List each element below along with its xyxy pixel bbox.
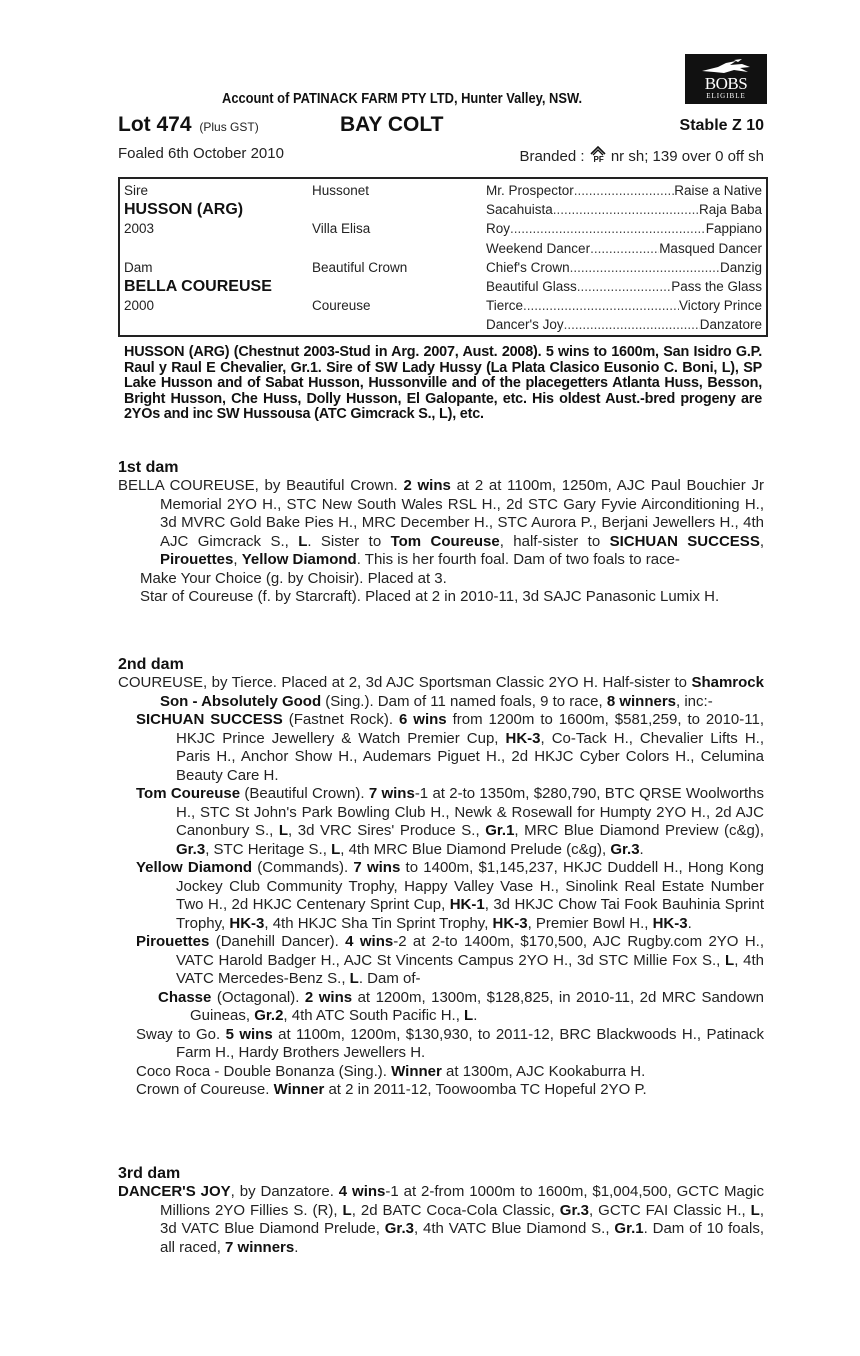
- bold-text: 2 wins: [304, 988, 353, 1006]
- bold-text: SICHUAN SUCCESS: [136, 711, 283, 728]
- text-run: , 3d HKJC Chow Tai Fook Bauhinia Sprint Trophy,: [176, 896, 764, 932]
- bold-text: L: [725, 951, 735, 969]
- bold-text: SICHUAN SUCCESS: [609, 532, 760, 550]
- bold-text: Gr.3: [610, 840, 640, 858]
- bold-text: L: [750, 1201, 760, 1219]
- sire-label: Sire: [124, 183, 149, 198]
- ggp-name: Sacahuista: [486, 202, 553, 218]
- progeny-entry: [118, 1081, 764, 1100]
- bold-text: L: [298, 532, 308, 550]
- bold-text: L: [342, 1201, 352, 1219]
- text-run: .: [473, 1007, 478, 1024]
- text-run: . Sister to: [307, 532, 391, 550]
- ggp-name: Beautiful Glass: [486, 278, 577, 294]
- text-run: . This is her fourth foal. Dam of two foals to race-: [356, 551, 680, 568]
- text-run: -1 at 2-from 1000m to 1600m, $1,004,500, GCTC Magic Millions 2YO Fillies S. (R),: [160, 1183, 765, 1219]
- bold-text: L: [464, 1007, 474, 1024]
- first-dam-section: [118, 459, 764, 607]
- branded-details: nr sh; 139 over 0 off sh: [610, 148, 764, 165]
- sire-sire: Hussonet: [312, 183, 370, 198]
- text-run: , 4th HKJC Sha Tin Sprint Trophy,: [264, 914, 493, 932]
- bold-text: Gr.3: [176, 840, 206, 858]
- great-grandparent-row: [486, 239, 762, 258]
- ggp-sire: Masqued Dancer: [659, 240, 762, 256]
- bold-text: 7 wins: [353, 859, 401, 876]
- progeny-entry: [118, 711, 764, 785]
- text-run: ,: [759, 532, 764, 550]
- pf-brand-icon: [589, 145, 607, 163]
- bold-text: 8 winners: [606, 692, 677, 710]
- great-grandparent-row: [486, 258, 762, 277]
- text-run: (Fastnet Rock).: [282, 711, 399, 728]
- spacer: [312, 239, 482, 258]
- spacer: [312, 315, 482, 334]
- logo-text-eligible: ELIGIBLE: [706, 92, 746, 100]
- lot-number: [118, 113, 259, 137]
- text-run: ,: [233, 551, 242, 568]
- bold-text: Tom Coureuse: [136, 785, 241, 802]
- great-grandparent-row: [486, 181, 762, 200]
- text-run: at 1300m, AJC Kookaburra H.: [441, 1062, 646, 1080]
- progeny-entry: [118, 1063, 764, 1082]
- text-run: (Beautiful Crown).: [240, 785, 369, 802]
- text-run: (Octagonal).: [211, 988, 305, 1006]
- spacer: [124, 239, 314, 258]
- text-run: , 3d VATC Blue Diamond Prelude,: [160, 1201, 764, 1237]
- text-run: , 3d VRC Sires' Produce S.,: [288, 822, 486, 839]
- section-heading: 1st dam: [118, 459, 179, 476]
- bold-text: Gr.3: [559, 1201, 589, 1219]
- bold-text: HK-3: [229, 914, 265, 932]
- pedigree-table: [118, 177, 768, 337]
- bold-text: 7 winners: [225, 1238, 295, 1256]
- leader-dots: [553, 200, 699, 219]
- text-run: , 4th ATC South Pacific H.,: [283, 1007, 465, 1024]
- bold-text: Gr.1: [485, 822, 515, 839]
- dam-description: [118, 477, 764, 570]
- bold-text: Gr.1: [614, 1220, 644, 1237]
- dam-dam: Coureuse: [312, 298, 371, 314]
- pedigree-col-parents: [124, 181, 314, 335]
- progeny-entry: [118, 785, 764, 859]
- bold-text: Winner: [391, 1062, 442, 1080]
- vendor-account: Account of PATINACK FARM PTY LTD, Hunter Valley, NSW.: [222, 90, 583, 107]
- bold-text: DANCER'S JOY: [118, 1183, 231, 1200]
- bold-text: 7 wins: [368, 785, 415, 802]
- foal-entry: [118, 588, 764, 607]
- ggp-name: Tierce: [486, 298, 524, 314]
- bold-text: 6 wins: [399, 711, 447, 728]
- ggp-name: Mr. Prospector: [486, 183, 574, 198]
- text-run: , half-sister to: [499, 532, 610, 550]
- dam-label: Dam: [124, 259, 153, 275]
- text-run: COUREUSE, by Tierce. Placed at 2, 3d AJC Sportsman Classic 2YO H. Half-sister to: [118, 674, 692, 691]
- leader-dots: [523, 296, 679, 315]
- dam-name: BELLA COUREUSE: [124, 277, 272, 295]
- bold-text: Winner: [273, 1081, 325, 1098]
- bold-text: Gr.2: [254, 1007, 284, 1024]
- third-dam-section: [118, 1165, 764, 1257]
- text-run: at 1100m, 1200m, $130,930, to 2011-12, BRC Blackwoods H., Patinack Farm H., Hardy Brothers Jewellers H.: [176, 1025, 764, 1061]
- ggp-sire: Danzatore: [699, 317, 762, 333]
- bold-text: L: [278, 822, 289, 839]
- bold-text: L: [331, 840, 341, 858]
- second-dam-section: [118, 656, 764, 1100]
- ggp-sire: Pass the Glass: [671, 278, 762, 294]
- bold-text: 4 wins: [338, 1183, 386, 1200]
- progeny-entry: [118, 933, 764, 989]
- sex-colour: BAY COLT: [340, 113, 444, 136]
- text-run: . Dam of 10 foals, all raced,: [160, 1220, 764, 1256]
- text-run: -2 at 2-to 1400m, $170,500, AJC Rugby.com 2YO H., VATC Harold Badger H., AJC St Vincents Campus 2YO H., 3d STC Millie Fox S.,: [176, 933, 764, 969]
- foaled-date: Foaled 6th October 2010: [118, 145, 284, 162]
- dam-sire: Beautiful Crown: [312, 259, 408, 275]
- text-run: Make Your Choice (g. by Choisir). Placed at 3.: [140, 569, 447, 587]
- bold-text: Chasse: [158, 988, 212, 1006]
- ggp-sire: Victory Prince: [678, 298, 762, 314]
- text-run: at 2 at 1100m, 1250m, AJC Paul Bouchier Jr Memorial 2YO H., STC New South Wales RSL H., 2d STC Gary Fyvie Airconditioning H., 3d MVRC Gold Bake Pies H., MRC December H., STC Aurora P., Berjani Jewellers H., 4th AJC Gimcrack S.,: [160, 477, 764, 550]
- great-grandparent-row: [486, 315, 762, 334]
- bold-text: HK-3: [505, 729, 541, 747]
- text-run: from 1200m to 1600m, $581,259, to 2010-11, HKJC Prince Jewellery & Watch Premier Cup,: [176, 711, 765, 747]
- text-run: at 2 in 2011-12, Toowoomba TC Hopeful 2YO P.: [324, 1081, 647, 1098]
- text-run: .: [687, 914, 692, 932]
- text-run: (Danehill Dancer).: [209, 933, 346, 950]
- text-run: , Premier Bowl H.,: [527, 914, 653, 932]
- bold-text: Shamrock Son - Absolutely Good: [160, 674, 764, 710]
- great-grandparent-row: [486, 296, 762, 315]
- bold-text: Tom Coureuse: [390, 532, 500, 550]
- leader-dots: [564, 315, 700, 334]
- pedigree-col-great-grandparents: [486, 181, 762, 335]
- dam-year: 2000: [124, 298, 155, 314]
- bold-text: HK-1: [449, 896, 485, 913]
- sire-summary: HUSSON (ARG) (Chestnut 2003-Stud in Arg. 2007, Aust. 2008). 5 wins to 1600m, San Isidro G.P. Raul y Raul E Chevalier, Gr.1. Sire of SW Lady Hussy (La Plata Clasico Eusonio C. Boni, L), SP Lake Husson and of Sabat Husson, Hussonville and of the placegetters Atlanta Huss, Besson, Bright Husson, Che Huss, Dolly Husson, El Galopante, etc. His oldest Aust.-bred progeny are 2YOs and inc SW Hussousa (ATC Gimcrack S., L), etc.: [124, 344, 762, 423]
- progeny-entry: [118, 1026, 764, 1063]
- ggp-name: Weekend Dancer: [486, 240, 591, 256]
- text-run: BELLA COUREUSE, by Beautiful Crown.: [118, 477, 404, 494]
- foal-entry: [118, 570, 764, 589]
- text-run: (Sing.). Dam of 11 named foals, 9 to race,: [321, 692, 607, 710]
- ggp-name: Chief's Crown: [486, 259, 570, 275]
- leader-dots: [590, 239, 659, 258]
- text-run: .: [639, 840, 644, 858]
- great-grandparent-row: [486, 200, 762, 219]
- dam-description: [118, 1183, 764, 1257]
- leader-dots: [574, 181, 674, 200]
- text-run: Crown of Coureuse.: [136, 1081, 274, 1098]
- bold-text: 4 wins: [345, 933, 394, 950]
- spacer: [312, 200, 482, 219]
- dam-description: [118, 674, 764, 711]
- lot-label: Lot 474: [118, 113, 192, 136]
- bold-text: 5 wins: [225, 1025, 273, 1043]
- text-run: .: [294, 1238, 299, 1256]
- sire-name: HUSSON (ARG): [124, 201, 244, 219]
- text-run: , GCTC FAI Classic H.,: [588, 1201, 751, 1219]
- bold-text: HK-3: [652, 914, 688, 932]
- leader-dots: [577, 277, 671, 296]
- text-run: Coco Roca - Double Bonanza (Sing.).: [136, 1062, 392, 1080]
- svg-text:PF: PF: [593, 155, 604, 163]
- text-run: Star of Coureuse (f. by Starcraft). Placed at 2 in 2010-11, 3d SAJC Panasonic Lumix H.: [140, 588, 720, 605]
- text-run: -1 at 2-to 1350m, $280,790, BTC QRSE Woolworths H., STC St John's Park Bowling Club H., Newk & Rosewall for Humpty 2YO H., 2d AJC Canonbury S.,: [176, 785, 764, 839]
- ggp-sire: Danzig: [719, 259, 762, 275]
- text-run: (Commands).: [252, 859, 354, 876]
- sire-dam: Villa Elisa: [312, 221, 371, 237]
- branded-info: [519, 145, 764, 165]
- spacer: [312, 277, 482, 296]
- ggp-name: Roy: [486, 221, 511, 237]
- lot-header: [118, 113, 766, 139]
- text-run: Sway to Go.: [136, 1025, 226, 1043]
- sire-year: 2003: [124, 221, 155, 237]
- bold-text: 2 wins: [403, 477, 451, 494]
- text-run: , 4th MRC Blue Diamond Prelude (c&g),: [340, 840, 611, 858]
- bold-text: Pirouettes: [160, 551, 234, 568]
- ggp-name: Dancer's Joy: [486, 317, 564, 333]
- great-grandparent-row: [486, 219, 762, 238]
- text-run: , inc:-: [676, 692, 713, 710]
- plus-gst-note: (Plus GST): [199, 120, 259, 134]
- text-run: , Co-Tack H., Chevalier Lifts H., Paris H., Anchor Show H., Audemars Piguet H., 2d HKJC Cyber Colors H., Celumina Beauty Care H.: [176, 729, 764, 784]
- section-heading: 2nd dam: [118, 656, 184, 673]
- logo-text-bobs: BOBS: [704, 74, 748, 93]
- bold-text: HK-3: [492, 914, 528, 932]
- leader-dots: [510, 219, 706, 238]
- text-run: , by Danzatore.: [230, 1183, 339, 1200]
- ggp-sire: Raise a Native: [674, 183, 762, 198]
- text-run: , MRC Blue Diamond Preview (c&g),: [514, 822, 764, 839]
- bold-text: Gr.3: [384, 1220, 414, 1237]
- text-run: . Dam of-: [358, 970, 421, 987]
- text-run: to 1400m, $1,145,237, HKJC Duddell H., Hong Kong Jockey Club Community Trophy, Happy Valley Vase H., Sinolink Real Estate Number Two H., 2d HKJC Centenary Sprint Cup,: [176, 859, 764, 913]
- grand-progeny-entry: [118, 989, 764, 1026]
- text-run: , 2d BATC Coca-Cola Classic,: [351, 1201, 560, 1219]
- text-run: , STC Heritage S.,: [205, 840, 332, 858]
- ggp-sire: Fappiano: [705, 221, 762, 237]
- text-run: at 1200m, 1300m, $128,825, in 2010-11, 2d MRC Sandown Guineas,: [190, 988, 765, 1024]
- great-grandparent-row: [486, 277, 762, 296]
- ggp-sire: Raja Baba: [698, 202, 762, 218]
- bobs-eligible-logo: [685, 54, 767, 104]
- section-heading: 3rd dam: [118, 1165, 181, 1182]
- leader-dots: [570, 258, 720, 277]
- pedigree-col-grandparents: [312, 181, 482, 335]
- stable-location: Stable Z 10: [679, 117, 764, 134]
- branded-label: Branded :: [519, 148, 585, 165]
- spacer: [124, 315, 314, 334]
- text-run: , 4th VATC Blue Diamond S.,: [413, 1220, 615, 1237]
- bold-text: L: [349, 970, 359, 987]
- bold-text: Pirouettes: [136, 933, 210, 950]
- bold-text: Yellow Diamond: [241, 551, 357, 568]
- bold-text: Yellow Diamond: [136, 859, 253, 876]
- progeny-entry: [118, 859, 764, 933]
- text-run: , 4th VATC Mercedes-Benz S.,: [176, 951, 764, 987]
